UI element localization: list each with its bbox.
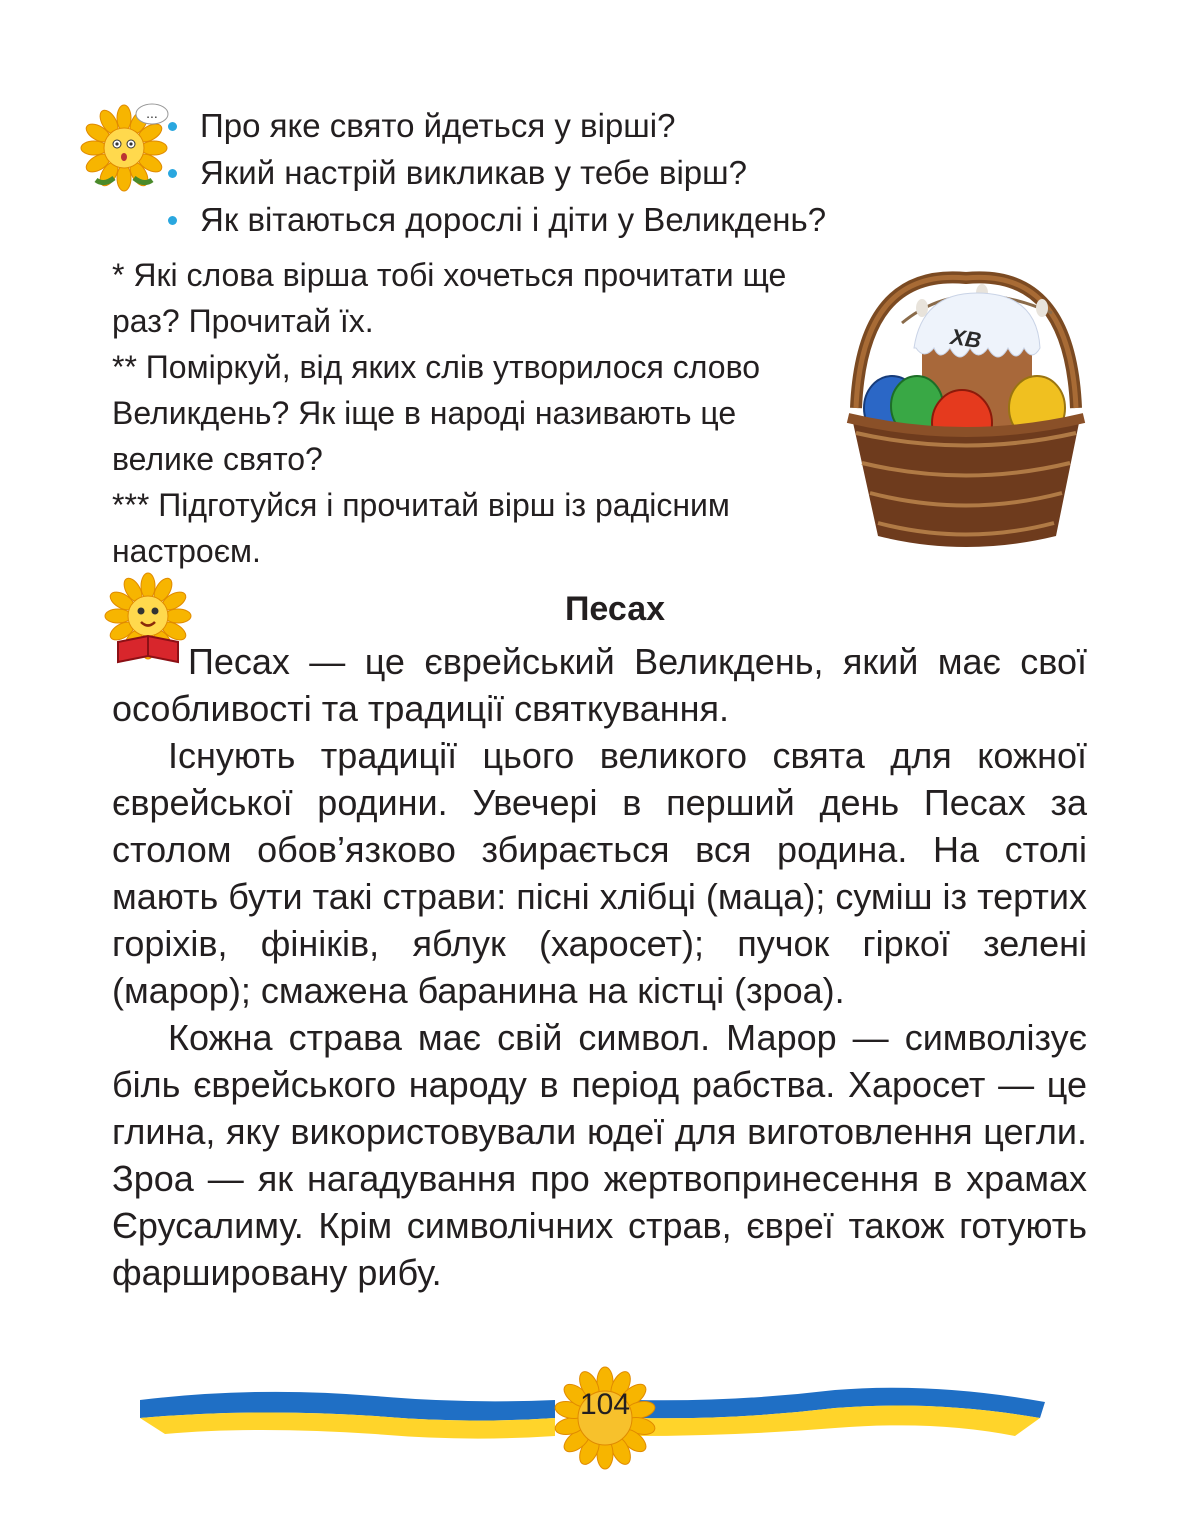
article-body: [112, 638, 1087, 1296]
question-item: Який настрій викликав у тебе вірш?: [168, 149, 826, 196]
task-item: *** Підготуйся і прочитай вірш із радісним настроєм.: [112, 487, 730, 569]
easter-basket-illustration: [842, 268, 1090, 558]
question-item: Як вітаються дорослі і діти у Великдень?: [168, 196, 826, 243]
paragraph: Песах — це єврейський Великдень, який має свої особливості та традиції святкування.: [112, 641, 1087, 729]
speech-bubble-text: ...: [146, 105, 158, 121]
task-item: * Які слова вірша тобі хочеться прочитати ще раз? Прочитай їх.: [112, 257, 787, 339]
page-number: 104: [579, 1388, 631, 1421]
paragraph: Кожна страва має свій символ. Марор — символізує біль єврейського народу в період рабства. Харосет — це глина, яку використовували юдеї для виготовлення цегли. Зроа — як нагадування про жертвопринесення в храмах Єрусалиму. Крім символічних страв, євреї також готують фаршировану рибу.: [112, 1017, 1087, 1293]
section-title: Песах: [564, 590, 666, 628]
paragraph: Існують традиції цього великого свята для кожної єврейської родини. Увечері в перший день Песах за столом обов’язково збирається вся родина. На столі мають бути такі страви: пісні хлібці (маца); суміш із тертих горіхів, фініків, яблук (харосет); пучок гіркої зелені (марор); смажена баранина на кістці (зроа).: [112, 735, 1087, 1011]
task-item: ** Поміркуй, від яких слів утворилося слово Великдень? Як іще в народі називають це велике свято?: [112, 349, 761, 477]
task-list: [112, 252, 812, 574]
thinking-sunflower-icon: [78, 100, 170, 192]
question-list: [168, 102, 826, 243]
question-item: Про яке свято йдеться у вірші?: [168, 102, 826, 149]
basket-label: ХВ: [949, 323, 983, 354]
